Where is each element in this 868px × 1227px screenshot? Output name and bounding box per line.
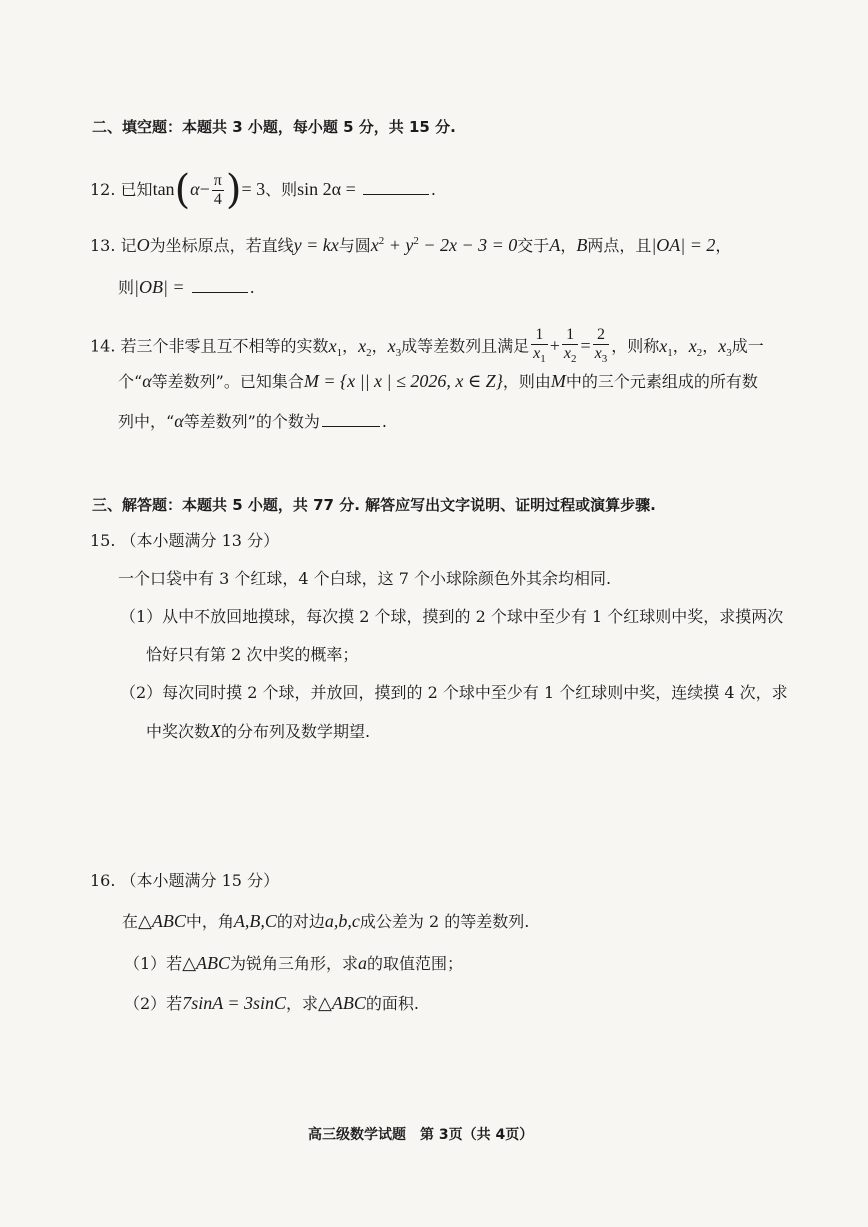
var-x2: $x_2$ — [688, 335, 703, 359]
triangle-ABC: △ABC — [182, 953, 231, 973]
answer-blank — [363, 178, 429, 195]
tan-function: tan — [152, 179, 175, 199]
alpha-symbol: α — [174, 411, 184, 431]
comma: ， — [715, 236, 732, 255]
question-text: 中的三个元素组成的所有数 — [565, 372, 758, 391]
question-15-header: 15. （本小题满分 13 分） — [90, 531, 280, 550]
question-text: 个“ — [118, 372, 143, 391]
alpha-symbol: α — [142, 371, 152, 391]
question-text: 交于 — [517, 236, 550, 255]
period: . — [249, 278, 255, 297]
set-M: M — [550, 371, 566, 391]
sin-2-alpha: sin 2α = — [297, 179, 356, 199]
left-paren: ( — [174, 167, 191, 213]
point-B: B — [576, 235, 588, 255]
question-text: 中奖次数 — [146, 722, 211, 741]
question-16-intro — [122, 910, 529, 933]
question-text: 成等差数列且满足 — [401, 336, 530, 356]
question-text: ，则称 — [611, 336, 660, 356]
question-text: （1）若 — [124, 954, 183, 973]
question-text: 则 — [118, 278, 135, 297]
line-equation: y = kx — [293, 235, 339, 255]
question-text: 为坐标原点，若直线 — [149, 236, 294, 255]
question-16-part-2 — [124, 992, 419, 1015]
angles-ABC: A,B,C — [233, 911, 277, 931]
page-footer: 高三级数学试题 第 3页（共 4页） — [308, 1127, 534, 1143]
comma: ， — [702, 336, 719, 356]
minus-sign: − — [199, 179, 210, 199]
fraction-2-over-x3: $\frac{2}{x_3}$ — [593, 326, 610, 368]
question-text: 为锐角三角形，求 — [230, 954, 359, 973]
section-heading-solutions: 三、解答题：本题共 5 小题，共 77 分. 解答应写出文字说明、证明过程或演算步骤. — [92, 496, 656, 514]
question-text: 的取值范围； — [367, 954, 464, 973]
side-a: a — [358, 953, 368, 973]
answer-blank — [322, 410, 380, 427]
question-14-line-2 — [118, 370, 758, 393]
question-text: 、则 — [265, 180, 298, 199]
var-x3: $x_3$ — [387, 335, 402, 359]
comma: ， — [371, 336, 388, 356]
question-16-header: 16. （本小题满分 15 分） — [90, 871, 280, 890]
question-text: 已知 — [120, 180, 153, 199]
comma: ， — [342, 336, 359, 356]
var-x2: $x_2$ — [358, 335, 372, 359]
equals-sign: = — [580, 335, 591, 356]
question-13 — [90, 230, 731, 257]
var-x1: $x_1$ — [659, 335, 673, 359]
question-15-intro: 一个口袋中有 3 个红球，4 个白球，这 7 个小球除颜色外其余均相同. — [118, 569, 612, 588]
question-text: ，求 — [286, 994, 319, 1013]
fraction-numerator: π — [213, 172, 222, 189]
triangle-ABC: △ABC — [318, 993, 366, 1013]
question-text: 若三个非零且互不相等的实数 — [120, 336, 329, 356]
sides-abc: a,b,c — [324, 911, 360, 931]
random-variable-X: X — [210, 721, 222, 741]
question-text: （2）若 — [124, 994, 183, 1013]
question-text: 的分布列及数学期望. — [221, 722, 371, 741]
triangle-ABC: △ABC — [138, 911, 186, 931]
question-text: 成一 — [731, 336, 764, 356]
question-text: 的面积. — [365, 994, 419, 1013]
question-12 — [90, 167, 436, 213]
fraction-pi-over-4 — [212, 172, 224, 209]
OA-length: |OA| = 2 — [651, 235, 716, 255]
question-15-part-2: （2）每次同时摸 2 个球，并放回，摸到的 2 个球中至少有 1 个红球则中奖，连续摸 4 次，求 — [120, 683, 788, 702]
right-paren: ) — [225, 167, 242, 213]
period: . — [381, 412, 387, 431]
sine-equation: 7sinA = 3sinC — [182, 993, 287, 1013]
question-14-line-3 — [118, 410, 387, 433]
OB-length: |OB| = — [134, 277, 185, 297]
alpha-symbol: α — [190, 179, 200, 199]
question-14 — [90, 326, 764, 368]
question-text: 记 — [120, 236, 137, 255]
circle-equation: $x^2 + y^2 - 2x - 3 = 0$ — [370, 235, 518, 255]
question-text: 等差数列”。已知集合 — [151, 372, 304, 391]
fraction-1-over-x1: $\frac{1}{x_1}$ — [531, 326, 548, 368]
question-text: 与圆 — [338, 236, 371, 255]
question-number: 14. — [90, 336, 116, 356]
var-x1: $x_1$ — [328, 335, 343, 359]
question-number: 13. — [90, 236, 116, 255]
set-M-definition: M = {x || x | ≤ 2026, x ∈ Z} — [303, 371, 503, 391]
period: . — [430, 180, 436, 199]
fraction-denominator: 4 — [212, 190, 224, 209]
question-number: 12. — [90, 180, 116, 199]
question-text: 两点，且 — [587, 236, 652, 255]
question-15-part-2-cont — [146, 720, 370, 743]
plus-sign: + — [549, 335, 560, 356]
question-text: 中，角 — [185, 912, 234, 931]
question-text: 列中，“ — [118, 412, 175, 431]
var-x3: $x_3$ — [718, 335, 732, 359]
question-text: 的对边 — [276, 912, 325, 931]
question-15-part-1: （1）从中不放回地摸球，每次摸 2 个球，摸到的 2 个球中至少有 1 个红球则中奖，求摸两次 — [120, 607, 784, 626]
comma: ， — [560, 236, 577, 255]
question-16-part-1 — [124, 952, 463, 975]
question-text: 等差数列”的个数为 — [183, 412, 320, 431]
question-text: 成公差为 2 的等差数列. — [359, 912, 530, 931]
equals-three: = 3 — [241, 179, 266, 199]
comma: ， — [672, 336, 689, 356]
question-text: 在 — [122, 912, 139, 931]
fraction-1-over-x2: $\frac{1}{x_2}$ — [562, 326, 579, 368]
question-text: ，则由 — [502, 372, 551, 391]
origin-O: O — [136, 235, 150, 255]
question-13-line-2 — [118, 276, 255, 299]
point-A: A — [549, 235, 561, 255]
question-15-part-1-cont: 恰好只有第 2 次中奖的概率； — [146, 645, 359, 664]
section-heading-fill-in: 二、填空题：本题共 3 小题，每小题 5 分，共 15 分. — [92, 118, 456, 136]
answer-blank — [192, 276, 248, 293]
